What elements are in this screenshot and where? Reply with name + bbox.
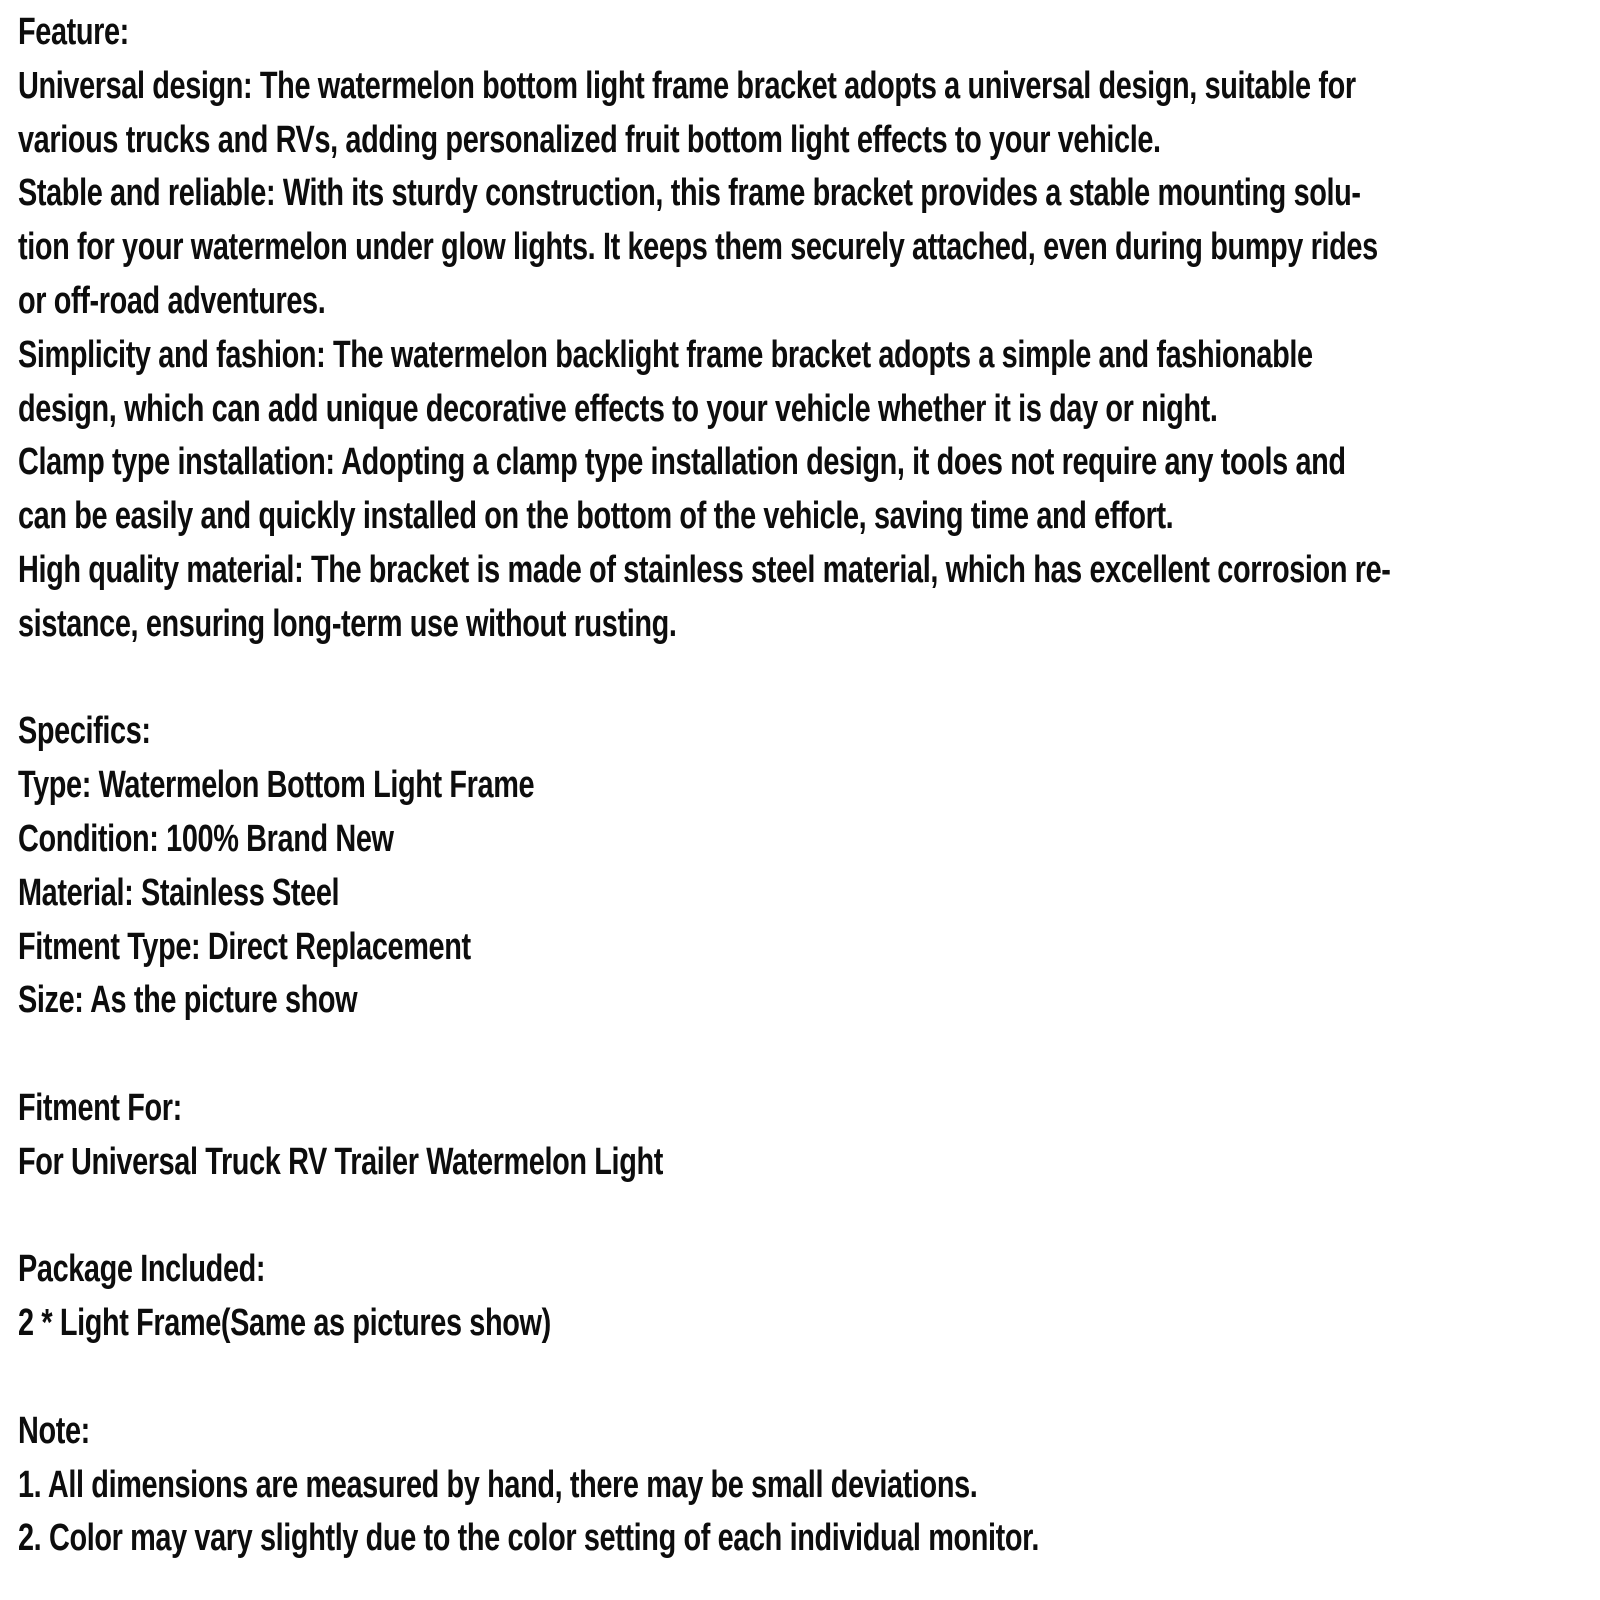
package-heading: Package Included: <box>18 1248 266 1291</box>
feature-line: Universal design: The watermelon bottom light frame bracket adopts a universal design, suitable for <box>18 64 1356 107</box>
feature-line: Stable and reliable: With its sturdy construction, this frame bracket provides a stable mounting solu- <box>18 172 1361 215</box>
specifics-heading: Specifics: <box>18 710 151 753</box>
feature-line: design, which can add unique decorative effects to your vehicle whether it is day or night. <box>18 387 1218 430</box>
fitment-heading: Fitment For: <box>18 1086 182 1129</box>
feature-heading: Feature: <box>18 11 129 53</box>
package-line: 2 * Light Frame(Same as pictures show) <box>18 1302 551 1345</box>
specifics-section <box>18 705 1600 1028</box>
specifics-line: Type: Watermelon Bottom Light Frame <box>18 764 535 807</box>
blank-line <box>18 1190 1600 1244</box>
note-section <box>18 1405 1600 1566</box>
specifics-line: Fitment Type: Direct Replacement <box>18 925 471 968</box>
specifics-line: Condition: 100% Brand New <box>18 817 394 860</box>
specifics-line: Material: Stainless Steel <box>18 871 340 914</box>
blank-line <box>18 1351 1600 1405</box>
fitment-section <box>18 1082 1600 1190</box>
feature-line: tion for your watermelon under glow lights. It keeps them securely attached, even during bumpy rides <box>18 226 1378 269</box>
note-heading: Note: <box>18 1409 90 1452</box>
feature-line: can be easily and quickly installed on the bottom of the vehicle, saving time and effort. <box>18 495 1174 538</box>
note-line: 2. Color may vary slightly due to the color setting of each individual monitor. <box>18 1517 1040 1560</box>
feature-section <box>18 6 1600 652</box>
feature-line: or off-road adventures. <box>18 279 326 322</box>
package-section <box>18 1243 1600 1351</box>
feature-line: sistance, ensuring long-term use without rusting. <box>18 602 677 645</box>
feature-line: High quality material: The bracket is made of stainless steel material, which has excellent corrosion re- <box>18 548 1391 591</box>
feature-line: Clamp type installation: Adopting a clamp type installation design, it does not require any tools and <box>18 441 1346 484</box>
specifics-line: Size: As the picture show <box>18 979 358 1022</box>
fitment-line: For Universal Truck RV Trailer Watermelon Light <box>18 1140 663 1183</box>
note-line: 1. All dimensions are measured by hand, there may be small deviations. <box>18 1463 978 1506</box>
blank-line <box>18 1028 1600 1082</box>
blank-line <box>18 652 1600 706</box>
feature-line: Simplicity and fashion: The watermelon backlight frame bracket adopts a simple and fashionable <box>18 333 1313 376</box>
feature-line: various trucks and RVs, adding personalized fruit bottom light effects to your vehicle. <box>18 118 1161 161</box>
